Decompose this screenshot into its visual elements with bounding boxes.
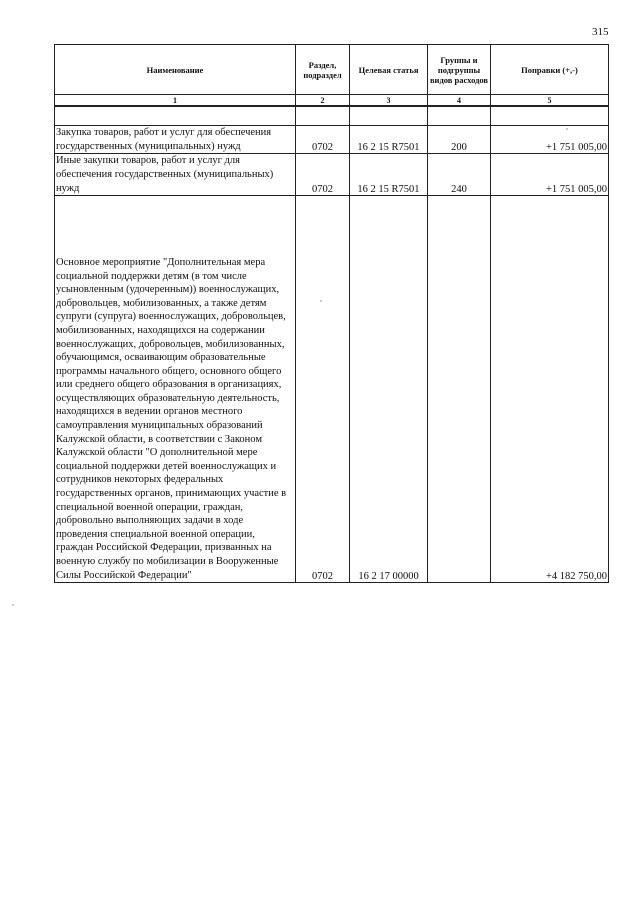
column-number: 4 (428, 95, 491, 107)
header-groups: Группы и подгруппы видов расходов (428, 45, 491, 95)
row-name: Основное мероприятие "Дополнительная мера социальной поддержки детям (в том числе усыновленным (удочеренным)) военнослужащих, добровольцев, мобилизованных, а также детям супруги (супруга) военнослужащих, добровольцев, мобилизованных, находящихся на содержании военнослужащих, добровольцев, мобилизованных, обучающимся, осваивающим образовательные программы начального общего, основного общего или среднего общего образования в организациях, осуществляющих образовательную деятельность, находящихся в ведении органов местного самоуправления муниципальных образований Калужской области, в соответствии с Законом Калужской области "О дополнительной мере социальной поддержки детей военнослужащих и сотрудников некоторых федеральных государственных органов, принимающих участие в специальной военной операции, граждан, добровольно выполняющих задачи в ходе проведения специальной военной операции, граждан Российской Федерации, призванных на военную службу по мобилизации в Вооруженные Силы Российской Федерации" (55, 196, 296, 583)
row-section: 0702 (296, 126, 350, 154)
spacer-row (55, 106, 609, 126)
column-number: 1 (55, 95, 296, 107)
page-number: 315 (592, 26, 609, 38)
header-section: Раздел, подраздел (296, 45, 350, 95)
row-name: Иные закупки товаров, работ и услуг для обеспечения государственных (муниципальных) нужд (55, 154, 296, 196)
row-section: 0702 (296, 196, 350, 583)
table-row (55, 154, 609, 196)
scan-speck (12, 604, 14, 606)
header-amendments: Поправки (+,-) (491, 45, 609, 95)
row-target: 16 2 15 R7501 (350, 126, 428, 154)
row-amount: +4 182 750,00 (491, 196, 609, 583)
header-name: Наименование (55, 45, 296, 95)
row-group: 200 (428, 126, 491, 154)
row-amount: +1 751 005,00 (491, 126, 609, 154)
table-row (55, 126, 609, 154)
row-group: 240 (428, 154, 491, 196)
row-target: 16 2 15 R7501 (350, 154, 428, 196)
row-section: 0702 (296, 154, 350, 196)
header-target: Целевая статья (350, 45, 428, 95)
row-target: 16 2 17 00000 (350, 196, 428, 583)
column-number: 5 (491, 95, 609, 107)
scan-speck (320, 300, 322, 302)
table-header-row (55, 45, 609, 95)
column-number-row (55, 95, 609, 107)
row-name: Закупка товаров, работ и услуг для обеспечения государственных (муниципальных) нужд (55, 126, 296, 154)
budget-amendments-table (54, 44, 609, 583)
table-row (55, 196, 609, 583)
scan-speck (566, 128, 568, 130)
row-amount: +1 751 005,00 (491, 154, 609, 196)
row-group (428, 196, 491, 583)
column-number: 2 (296, 95, 350, 107)
column-number: 3 (350, 95, 428, 107)
